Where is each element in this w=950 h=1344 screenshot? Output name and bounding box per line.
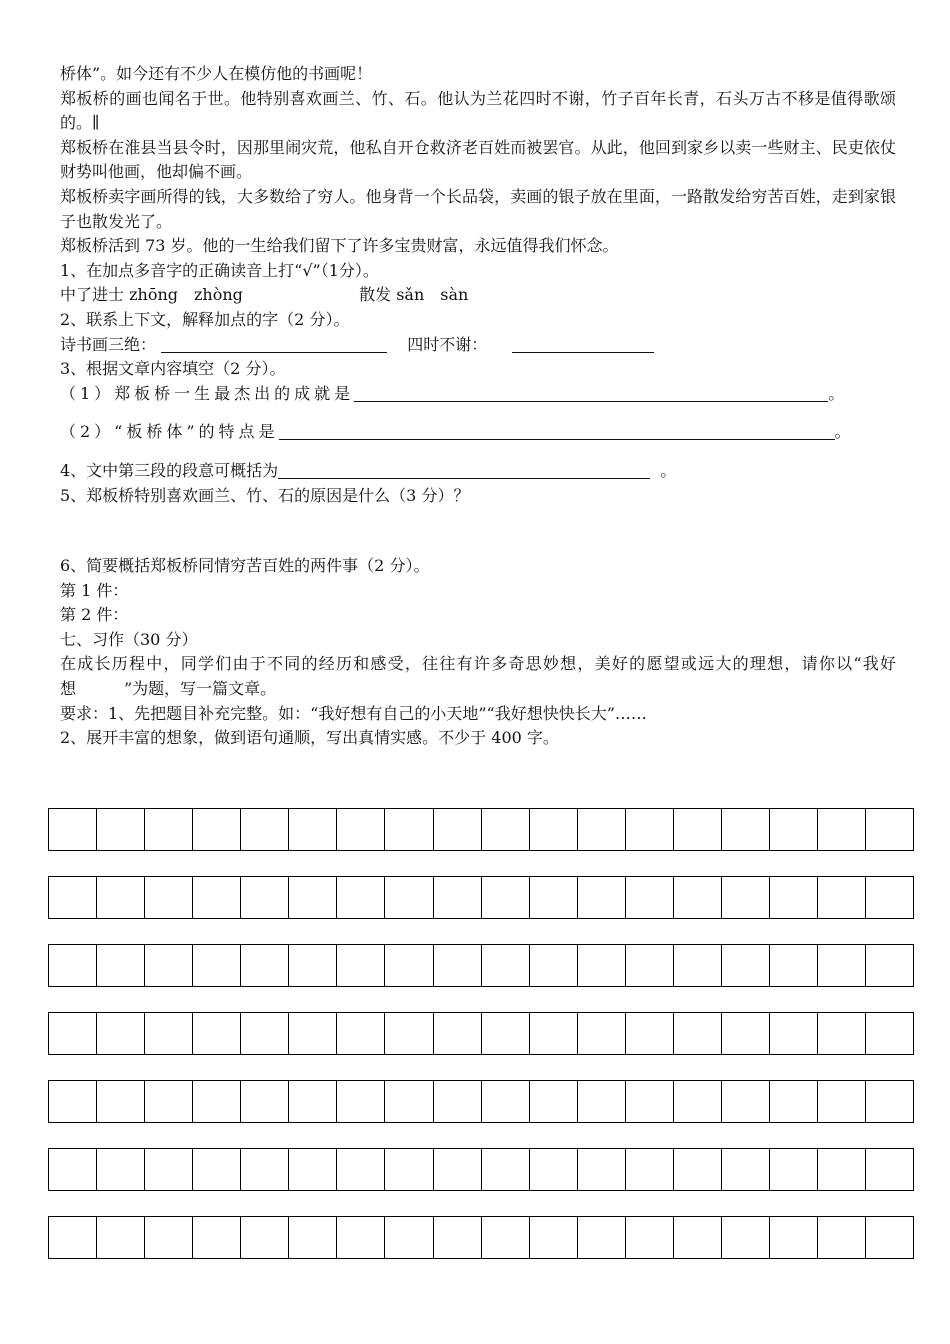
passage-paragraph-3: 郑板桥卖字画所得的钱，大多数给了穷人。他身背一个长品袋，卖画的银子放在里面，一路散发给穷苦百姓，走到家银子也散发光了。 [60,186,896,231]
grid-cell[interactable] [578,1013,626,1054]
grid-cell[interactable] [385,1013,433,1054]
question-2: 2、联系上下文，解释加点的字（2 分）。 [60,309,350,329]
grid-cell[interactable] [145,945,193,986]
grid-cell[interactable] [193,1217,241,1258]
grid-cell[interactable] [626,1013,674,1054]
grid-cell[interactable] [97,1149,145,1190]
question-2-label-a: 诗书画三绝： [60,334,157,354]
grid-cell[interactable] [145,877,193,918]
question-2-answers [60,333,896,358]
grid-cell[interactable] [530,877,578,918]
grid-cell[interactable] [289,945,337,986]
grid-cell[interactable] [97,1013,145,1054]
grid-cell[interactable] [818,945,866,986]
grid-cell[interactable] [626,945,674,986]
grid-cell[interactable] [289,1013,337,1054]
grid-cell[interactable] [674,877,722,918]
question-1-option-a[interactable]: 中了进士 zhōng zhòng [60,285,243,305]
essay-prompt: 在成长历程中，同学们由于不同的经历和感受，往往有许多奇思妙想，美好的愿望或远大的理想，请你以“我好想 ”为题，写一篇文章。 [60,654,896,699]
grid-cell[interactable] [241,945,289,986]
grid-cell[interactable] [722,1013,770,1054]
question-5: 5、郑板桥特别喜欢画兰、竹、石的原因是什么（3 分）？ [60,485,470,505]
grid-cell[interactable] [770,1217,818,1258]
grid-cell[interactable] [674,1081,722,1122]
grid-cell[interactable] [49,1081,97,1122]
grid-cell[interactable] [434,877,482,918]
question-3-item-2 [60,420,896,445]
grid-cell[interactable] [722,1149,770,1190]
grid-cell[interactable] [385,945,433,986]
grid-cell[interactable] [674,945,722,986]
grid-cell[interactable] [530,1149,578,1190]
question-3-item-1-blank[interactable] [354,385,828,402]
grid-cell[interactable] [722,877,770,918]
grid-cell[interactable] [97,877,145,918]
grid-cell[interactable] [818,1081,866,1122]
grid-cell[interactable] [770,1013,818,1054]
grid-cell[interactable] [193,809,241,850]
grid-cell[interactable] [674,1149,722,1190]
grid-cell[interactable] [866,1013,914,1054]
grid-cell[interactable] [241,1217,289,1258]
grid-row [48,1216,914,1259]
question-1: 1、在加点多音字的正确读音上打“√”（1分）。 [60,260,379,280]
grid-cell[interactable] [818,1013,866,1054]
writing-grid [48,808,914,1284]
question-3-item-2-period: 。 [834,422,851,442]
grid-row [48,944,914,987]
grid-cell[interactable] [241,1149,289,1190]
grid-cell[interactable] [385,877,433,918]
grid-cell[interactable] [145,809,193,850]
grid-cell[interactable] [530,1081,578,1122]
grid-cell[interactable] [482,1081,530,1122]
grid-cell[interactable] [434,945,482,986]
grid-cell[interactable] [866,1149,914,1190]
grid-cell[interactable] [49,1217,97,1258]
grid-cell[interactable] [818,1217,866,1258]
grid-cell[interactable] [385,1081,433,1122]
grid-row [48,1080,914,1123]
grid-cell[interactable] [241,1081,289,1122]
grid-cell[interactable] [578,945,626,986]
grid-cell[interactable] [530,809,578,850]
grid-cell[interactable] [578,1217,626,1258]
question-3: 3、根据文章内容填空（2 分）。 [60,359,286,379]
grid-cell[interactable] [241,809,289,850]
grid-cell[interactable] [530,1217,578,1258]
grid-cell[interactable] [145,1013,193,1054]
grid-cell[interactable] [626,809,674,850]
question-4-label: 4、文中第三段的段意可概括为 [60,460,279,480]
grid-cell[interactable] [337,945,385,986]
grid-cell[interactable] [434,1081,482,1122]
worksheet-page [60,62,896,751]
grid-cell[interactable] [145,1081,193,1122]
grid-cell[interactable] [145,1149,193,1190]
essay-heading: 七、习作（30 分） [60,629,198,649]
grid-cell[interactable] [674,1217,722,1258]
question-3-item-1 [60,382,896,407]
grid-cell[interactable] [241,1013,289,1054]
grid-cell[interactable] [385,1149,433,1190]
grid-cell[interactable] [193,877,241,918]
passage-paragraph-0: 桥体”。如今还有不少人在模仿他的书画呢！ [60,64,373,83]
grid-cell[interactable] [193,1081,241,1122]
grid-row [48,1148,914,1191]
question-3-item-2-label: （2）“板桥体”的特点是 [60,422,279,442]
grid-cell[interactable] [866,809,914,850]
question-6: 6、简要概括郑板桥同情穷苦百姓的两件事（2 分）。 [60,556,430,576]
grid-cell[interactable] [578,877,626,918]
grid-cell[interactable] [770,1081,818,1122]
grid-cell[interactable] [770,877,818,918]
question-5-answer-space[interactable] [60,508,896,554]
grid-cell[interactable] [337,1013,385,1054]
grid-cell[interactable] [722,945,770,986]
grid-cell[interactable] [770,809,818,850]
grid-cell[interactable] [674,1013,722,1054]
grid-cell[interactable] [866,1217,914,1258]
grid-cell[interactable] [49,877,97,918]
grid-cell[interactable] [337,809,385,850]
question-1-options [60,283,896,308]
grid-cell[interactable] [722,809,770,850]
question-3-item-2-blank[interactable] [279,423,835,440]
grid-cell[interactable] [241,877,289,918]
grid-cell[interactable] [626,877,674,918]
grid-cell[interactable] [193,945,241,986]
grid-cell[interactable] [385,809,433,850]
grid-cell[interactable] [674,809,722,850]
question-2-label-b: 四时不谢： [407,334,488,354]
grid-cell[interactable] [578,1081,626,1122]
grid-cell[interactable] [289,1217,337,1258]
grid-cell[interactable] [818,809,866,850]
grid-row [48,808,914,851]
passage-paragraph-4: 郑板桥活到 73 岁。他的一生给我们留下了许多宝贵财富，永远值得我们怀念。 [60,236,619,256]
grid-cell[interactable] [770,945,818,986]
question-2-answer-blank-a[interactable] [161,336,387,353]
grid-cell[interactable] [145,1217,193,1258]
grid-cell[interactable] [818,1149,866,1190]
grid-cell[interactable] [482,877,530,918]
grid-cell[interactable] [289,877,337,918]
question-6-item-1[interactable]: 第 1 件： [60,580,129,600]
grid-cell[interactable] [482,1013,530,1054]
grid-cell[interactable] [482,1217,530,1258]
grid-cell[interactable] [434,1149,482,1190]
grid-cell[interactable] [626,1217,674,1258]
grid-cell[interactable] [866,877,914,918]
grid-cell[interactable] [626,1149,674,1190]
grid-cell[interactable] [49,1013,97,1054]
grid-cell[interactable] [49,809,97,850]
passage-paragraph-1: 郑板桥的画也闻名于世。他特别喜欢画兰、竹、石。他认为兰花四时不谢，竹子百年长青，石头万古不移是值得歌颂的。∥ [60,88,896,133]
essay-requirement-1: 要求：1、先把题目补充完整。如：“我好想有自己的小天地”“我好想快快长大”…… [60,703,647,723]
question-3-item-1-period: 。 [828,383,845,403]
grid-cell[interactable] [289,1149,337,1190]
grid-cell[interactable] [530,1013,578,1054]
grid-cell[interactable] [337,1217,385,1258]
grid-cell[interactable] [818,877,866,918]
grid-cell[interactable] [530,945,578,986]
grid-cell[interactable] [97,1217,145,1258]
grid-cell[interactable] [337,1081,385,1122]
grid-cell[interactable] [434,1217,482,1258]
question-3-item-1-label: （1）郑板桥一生最杰出的成就是 [60,383,355,403]
question-1-option-b[interactable]: 散发 sǎn sàn [359,285,469,305]
question-4 [60,459,896,484]
grid-cell[interactable] [434,809,482,850]
grid-cell[interactable] [193,1013,241,1054]
question-2-answer-blank-b[interactable] [512,336,654,353]
grid-cell[interactable] [722,1217,770,1258]
grid-cell[interactable] [193,1149,241,1190]
grid-cell[interactable] [482,809,530,850]
grid-cell[interactable] [482,1149,530,1190]
question-4-end: 。 [660,460,677,480]
grid-cell[interactable] [289,809,337,850]
grid-row [48,876,914,919]
grid-cell[interactable] [482,945,530,986]
question-6-item-2[interactable]: 第 2 件： [60,605,129,625]
grid-cell[interactable] [289,1081,337,1122]
grid-cell[interactable] [626,1081,674,1122]
grid-cell[interactable] [770,1149,818,1190]
grid-cell[interactable] [337,1149,385,1190]
grid-cell[interactable] [578,1149,626,1190]
grid-cell[interactable] [97,809,145,850]
grid-cell[interactable] [722,1081,770,1122]
passage-paragraph-2: 郑板桥在淮县当县令时，因那里闹灾荒，他私自开仓救济老百姓而被罢官。从此，他回到家乡以卖一些财主、民吏依仗财势叫他画，他却偏不画。 [60,137,896,182]
grid-cell[interactable] [385,1217,433,1258]
question-4-blank[interactable] [278,462,650,479]
grid-cell[interactable] [49,1149,97,1190]
grid-cell[interactable] [97,945,145,986]
essay-requirement-2: 2、展开丰富的想象，做到语句通顺，写出真情实感。不少于 400 字。 [60,728,559,748]
grid-cell[interactable] [97,1081,145,1122]
grid-cell[interactable] [434,1013,482,1054]
grid-cell[interactable] [866,945,914,986]
grid-cell[interactable] [578,809,626,850]
grid-cell[interactable] [49,945,97,986]
grid-cell[interactable] [866,1081,914,1122]
grid-cell[interactable] [337,877,385,918]
grid-row [48,1012,914,1055]
